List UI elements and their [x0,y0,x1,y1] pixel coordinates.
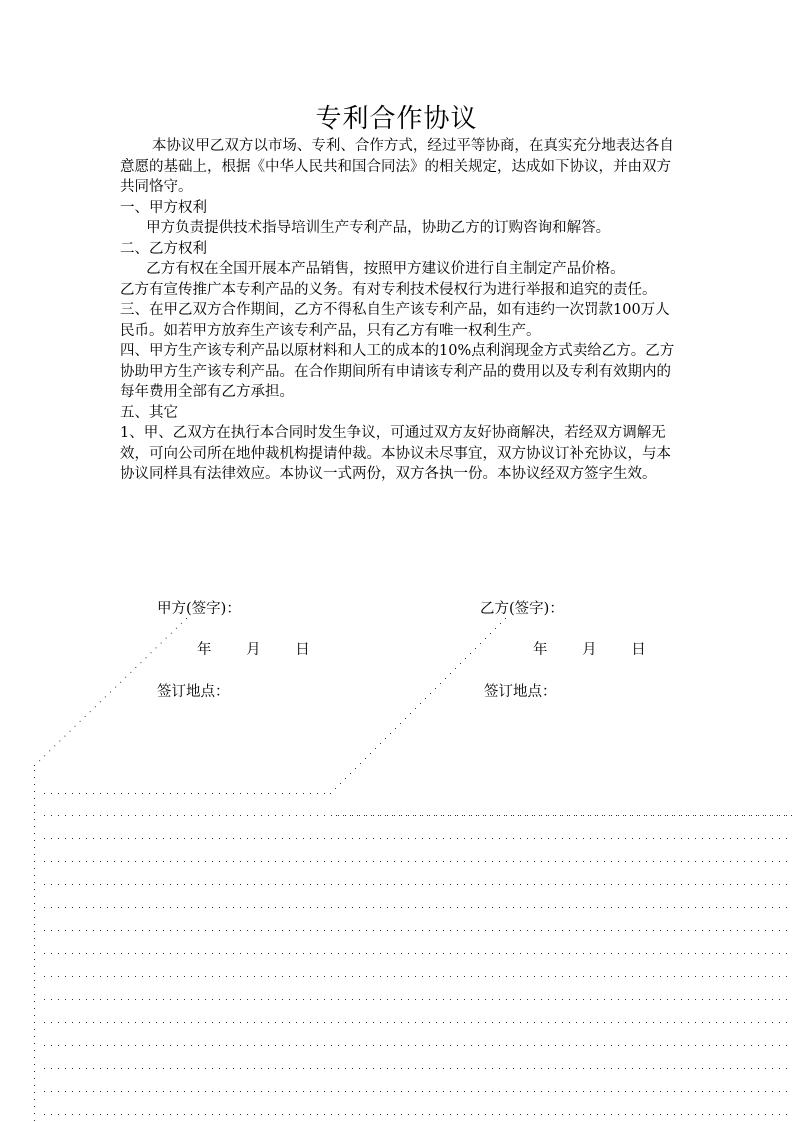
section-heading-party-b-rights: 二、乙方权利 [120,240,207,257]
month-label: 月 [246,642,261,658]
party-b-signing-place-label: 签订地点： [484,684,557,700]
document-title: 专利合作协议 [315,104,478,134]
party-b-obligation-text: 乙方有宣传推广本专利产品的义务。有对专利技术侵权行为进行举报和追究的责任。 [120,281,657,298]
clause-four: 四、甲方生产该专利产品以原材料和人工的成本的10%点利润现金方式卖给乙方。乙方协助甲方生产该专利产品。在合作期间所有申请该专利产品的费用以及专利有效期内的每年费用全部有乙方承担。 [120,343,675,400]
agreement-body [120,136,676,485]
year-label: 年 [197,642,212,658]
day-label: 日 [295,642,310,658]
clause-three: 三、在甲乙双方合作期间，乙方不得私自生产该专利产品，如有违约一次罚款100万人民币。如若甲方放弃生产该专利产品，只有乙方有唯一权利生产。 [120,302,670,339]
section-heading-party-a-rights: 一、甲方权利 [120,199,207,216]
party-b-rights-text: 乙方有权在全国开展本产品销售，按照甲方建议价进行自主制定产品价格。 [146,261,625,277]
party-b-signature-label: 乙方(签字)： [480,601,564,617]
day-label: 日 [631,642,646,658]
section-heading-other: 五、其它 [120,404,178,421]
year-label: 年 [533,642,548,658]
intro-paragraph: 本协议甲乙双方以市场、专利、合作方式，经过平等协商，在真实充分地表达各自意愿的基础上，根据《中华人民共和国合同法》的相关规定，达成如下协议，并由双方共同恪守。 [120,138,674,195]
month-label: 月 [582,642,597,658]
party-a-date [197,638,310,659]
other-clause-one: 1、甲、乙双方在执行本合同时发生争议，可通过双方友好协商解决，若经双方调解无效，可向公司所在地仲裁机构提请仲裁。本协议未尽事宜，双方协议订补充协议，与本协议同样具有法律效应。本协议一式两份，双方各执一份。本协议经双方签字生效。 [120,425,671,482]
party-b-date [533,638,646,659]
party-a-signing-place-label: 签订地点： [157,684,230,700]
party-a-rights-text: 甲方负责提供技术指导培训生产专利产品，协助乙方的订购咨询和解答。 [146,220,611,236]
party-a-signature-label: 甲方(签字)： [157,601,241,617]
